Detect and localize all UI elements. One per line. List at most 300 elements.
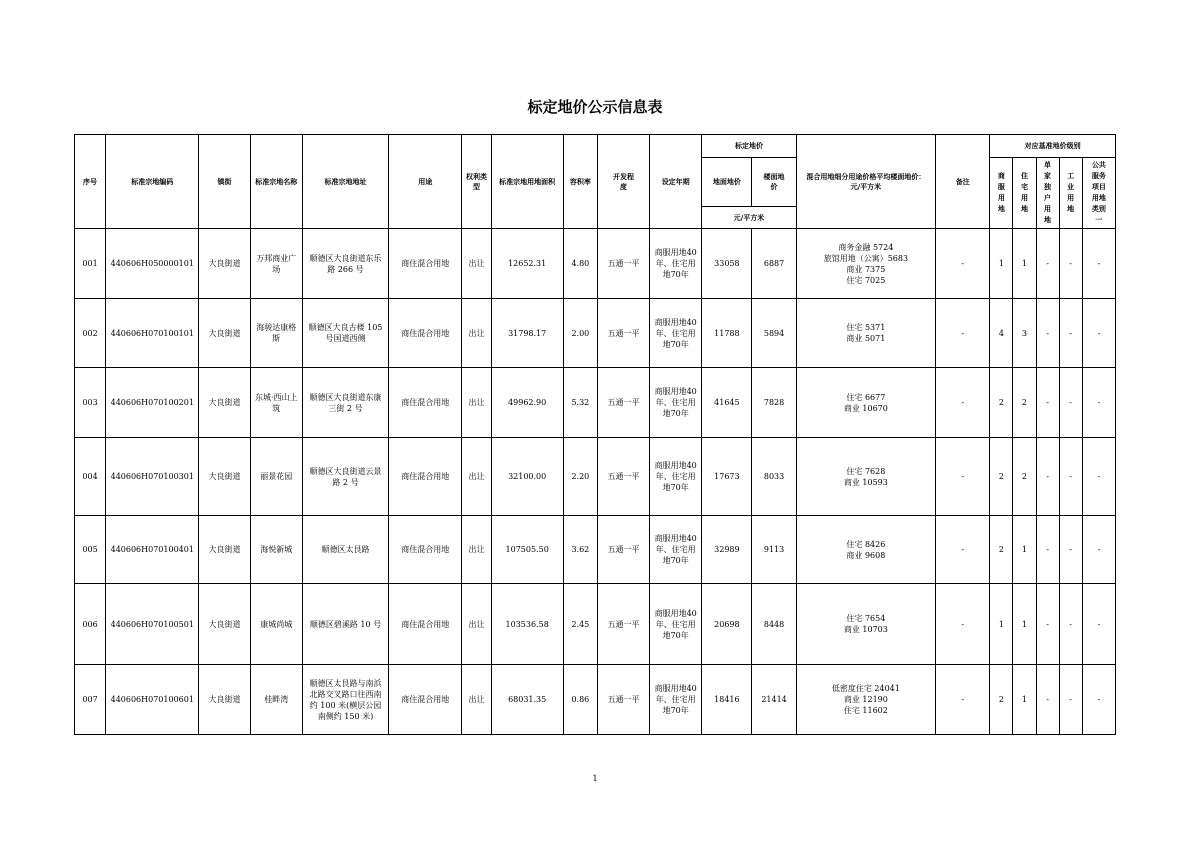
row-benchmark-commercial-text: 2 [998, 695, 1004, 704]
row-benchmark-public [1082, 229, 1115, 299]
header-street: 镇街 [199, 135, 250, 229]
row-street-text: 大良街道 [208, 259, 241, 268]
row-land-price [702, 584, 752, 665]
row-benchmark-house [1036, 368, 1059, 438]
row-benchmark-public-text: - [1097, 328, 1101, 338]
page-number: 1 [592, 774, 598, 783]
row-address-text: 顺德区大良街道云景路 2 号 [309, 466, 382, 487]
row-right-type-text: 出让 [468, 472, 485, 481]
row-benchmark-commercial-text: 4 [998, 328, 1004, 338]
table-row [75, 229, 1116, 299]
header-land-price-text: 地面地价 [712, 178, 741, 186]
row-right-type-text: 出让 [468, 619, 485, 629]
row-benchmark-house [1036, 516, 1059, 584]
mixed-price-line: 商业 10670 [843, 403, 888, 413]
row-benchmark-residential [1013, 516, 1036, 584]
row-dev [597, 299, 649, 368]
row-area [491, 299, 563, 368]
row-name [250, 229, 302, 299]
row-far-text: 2.45 [571, 619, 590, 629]
row-floor-price [752, 665, 796, 735]
row-benchmark-public-text: - [1097, 545, 1101, 554]
row-mixed [796, 665, 936, 735]
row-dev-text: 五通一平 [607, 545, 640, 554]
row-seq-text: 001 [82, 259, 98, 268]
row-benchmark-residential-text: 1 [1021, 619, 1027, 629]
row-name-text: 桂畔湾 [264, 695, 289, 704]
row-dev-text: 五通一平 [607, 398, 640, 407]
header-right-type [462, 135, 491, 229]
mixed-price-line: 商业 7375 [846, 264, 886, 274]
row-address [302, 368, 388, 438]
row-far [563, 438, 597, 516]
row-benchmark-industrial-text: - [1069, 259, 1072, 268]
row-years-text: 商服用地40年、住宅用地70年 [654, 684, 697, 715]
row-benchmark-residential-text: 1 [1021, 695, 1027, 704]
row-remark [936, 229, 990, 299]
row-name-text: 康城尚城 [260, 619, 293, 629]
row-name [250, 665, 302, 735]
row-years [650, 299, 702, 368]
row-address [302, 584, 388, 665]
header-land-price [702, 158, 752, 207]
header-mixed [796, 135, 936, 229]
header-benchmark-residential [1013, 158, 1036, 229]
row-seq-text: 007 [82, 695, 98, 704]
row-street-text: 大良街道 [208, 695, 241, 704]
row-far [563, 584, 597, 665]
row-remark [936, 665, 990, 735]
mixed-price-line: 住宅 11602 [843, 706, 888, 715]
row-code [106, 516, 199, 584]
row-floor-price [752, 229, 796, 299]
row-floor-price-text: 21414 [761, 695, 787, 704]
row-benchmark-commercial-text: 1 [998, 619, 1004, 629]
row-land-price [702, 368, 752, 438]
mixed-price-line: 商业 9608 [846, 550, 886, 560]
row-benchmark-commercial-text: 2 [998, 545, 1004, 554]
row-remark-text: - [961, 328, 965, 338]
row-land-price [702, 516, 752, 584]
row-benchmark-industrial [1059, 438, 1082, 516]
row-right-type [462, 584, 491, 665]
row-land-price-text: 41645 [714, 398, 740, 407]
row-floor-price [752, 438, 796, 516]
row-area-text: 32100.00 [508, 472, 547, 481]
header-benchmark-commercial-text: 商服用地 [997, 172, 1005, 213]
row-mixed [796, 229, 936, 299]
row-benchmark-residential-text: 2 [1021, 472, 1027, 481]
row-far-text: 5.32 [571, 398, 590, 407]
row-benchmark-residential [1013, 438, 1036, 516]
row-far [563, 368, 597, 438]
row-address [302, 438, 388, 516]
header-far [563, 135, 597, 229]
row-far-text: 4.80 [571, 259, 590, 268]
header-floor-price [752, 158, 796, 207]
row-floor-price-text: 7828 [763, 398, 785, 407]
row-area [491, 438, 563, 516]
row-benchmark-public [1082, 299, 1115, 368]
row-benchmark-commercial-text: 1 [998, 259, 1004, 268]
mixed-price-line: 住宅 7654 [846, 614, 886, 623]
row-area-text: 103536.58 [505, 619, 549, 629]
header-benchmark: 对应基准地价级别 [990, 135, 1116, 158]
header-unit: 元/平方米 [702, 207, 796, 229]
row-right-type-text: 出让 [468, 259, 485, 268]
row-remark-text: - [961, 695, 965, 704]
row-far-text: 0.86 [571, 695, 590, 704]
table-row [75, 438, 1116, 516]
row-benchmark-public-text: - [1097, 472, 1101, 481]
row-benchmark-commercial [990, 584, 1013, 665]
mixed-price-line: 商业 10593 [843, 477, 888, 487]
row-code-text: 440606H070100601 [110, 695, 194, 704]
row-seq [75, 438, 106, 516]
row-far [563, 665, 597, 735]
row-street [199, 368, 250, 438]
table-row [75, 665, 1116, 735]
row-benchmark-industrial [1059, 516, 1082, 584]
row-benchmark-commercial [990, 516, 1013, 584]
mixed-price-line: 住宅 8426 [846, 539, 886, 549]
row-remark [936, 299, 990, 368]
row-right-type-text: 出让 [468, 328, 485, 338]
row-benchmark-commercial [990, 299, 1013, 368]
row-name [250, 299, 302, 368]
row-street-text: 大良街道 [208, 619, 241, 629]
row-benchmark-public [1082, 584, 1115, 665]
header-far-text: 容积率 [569, 177, 591, 186]
header-area-text: 标准宗地用地面积 [499, 177, 556, 186]
row-street [199, 516, 250, 584]
row-remark [936, 584, 990, 665]
row-code-text: 440606H070100201 [110, 398, 194, 407]
row-right-type-text: 出让 [468, 695, 485, 704]
row-remark-text: - [961, 259, 965, 268]
header-benchmark-industrial [1059, 158, 1082, 229]
row-dev-text: 五通一平 [607, 619, 640, 629]
row-use-text: 商住混合用地 [401, 259, 450, 268]
row-benchmark-residential [1013, 299, 1036, 368]
table-body [75, 229, 1116, 735]
row-years-text: 商服用地40年、住宅用地70年 [654, 317, 697, 349]
header-seq: 序号 [75, 135, 106, 229]
row-benchmark-public [1082, 368, 1115, 438]
row-benchmark-industrial [1059, 665, 1082, 735]
row-seq [75, 665, 106, 735]
header-benchmark-house [1036, 158, 1059, 229]
row-land-price-text: 17673 [714, 472, 740, 481]
row-mixed [796, 438, 936, 516]
row-benchmark-residential [1013, 368, 1036, 438]
mixed-price-line: 商务金融 5724 [838, 242, 894, 252]
row-far [563, 299, 597, 368]
mixed-price-line: 住宅 7628 [846, 466, 886, 476]
row-street [199, 584, 250, 665]
mixed-price-line: 商业 5071 [846, 334, 886, 343]
row-floor-price [752, 368, 796, 438]
row-floor-price-text: 6887 [763, 259, 785, 268]
row-code [106, 299, 199, 368]
header-years: 设定年期 [650, 135, 702, 229]
header-benchmark-public [1082, 158, 1115, 229]
row-benchmark-industrial-text: - [1069, 398, 1072, 407]
row-use-text: 商住混合用地 [401, 545, 450, 554]
row-area [491, 665, 563, 735]
row-benchmark-house-text: - [1046, 259, 1049, 268]
header-code: 标准宗地编码 [106, 135, 199, 229]
row-years-text: 商服用地40年、住宅用地70年 [654, 534, 697, 565]
row-land-price [702, 665, 752, 735]
row-street [199, 438, 250, 516]
row-years [650, 368, 702, 438]
row-benchmark-house-text: - [1046, 398, 1049, 407]
row-benchmark-industrial-text: - [1069, 472, 1072, 481]
header-benchmark-public-text: 公共服务项目用地类别一 [1091, 161, 1106, 224]
row-benchmark-industrial [1059, 368, 1082, 438]
row-address-text: 顺德区大良街道东康三街 2 号 [309, 392, 382, 413]
header-name [250, 135, 302, 229]
row-years-text: 商服用地40年、住宅用地70年 [654, 608, 697, 640]
row-area-text: 107505.50 [505, 545, 549, 554]
row-land-price-text: 32989 [714, 545, 740, 554]
row-name [250, 584, 302, 665]
row-benchmark-house-text: - [1046, 619, 1049, 629]
row-name [250, 516, 302, 584]
row-area-text: 12652.31 [508, 259, 547, 268]
row-right-type [462, 299, 491, 368]
row-address [302, 516, 388, 584]
row-address-text: 顺德区大良街道东乐路 266 号 [309, 253, 382, 274]
row-remark-text: - [961, 619, 965, 629]
row-years-text: 商服用地40年、住宅用地70年 [654, 461, 697, 492]
row-benchmark-industrial-text: - [1069, 545, 1072, 554]
row-years [650, 516, 702, 584]
row-name-text: 海悦新城 [260, 545, 293, 554]
row-area [491, 516, 563, 584]
row-benchmark-industrial-text: - [1069, 619, 1072, 629]
row-code [106, 229, 199, 299]
row-floor-price-text: 8033 [763, 472, 785, 481]
row-code [106, 665, 199, 735]
mixed-price-line: 旅馆用地（公寓）5683 [823, 253, 909, 263]
row-use-text: 商住混合用地 [401, 695, 450, 704]
row-seq-text: 004 [82, 472, 98, 481]
row-dev-text: 五通一平 [607, 472, 640, 481]
row-name [250, 438, 302, 516]
row-street-text: 大良街道 [208, 398, 241, 407]
mixed-price-line: 低密度住宅 24041 [831, 684, 900, 693]
row-address-text: 顺德区碧溪路 10 号 [309, 619, 382, 629]
row-address-text: 顺德区太艮路 [321, 545, 370, 554]
row-name-text: 万邦商业广场 [256, 253, 297, 274]
row-benchmark-industrial [1059, 229, 1082, 299]
row-use [389, 516, 462, 584]
row-far-text: 3.62 [571, 545, 590, 554]
page-title: 标定地价公示信息表 [527, 98, 663, 116]
row-seq [75, 516, 106, 584]
row-dev-text: 五通一平 [607, 695, 640, 704]
header-dev [597, 135, 649, 229]
header-floor-price-text: 楼面地价 [763, 173, 785, 191]
row-benchmark-industrial-text: - [1069, 328, 1072, 338]
row-land-price [702, 299, 752, 368]
row-seq-text: 005 [82, 545, 98, 554]
row-use [389, 229, 462, 299]
row-seq [75, 584, 106, 665]
table-row [75, 584, 1116, 665]
row-name-text: 丽景花园 [260, 472, 293, 481]
row-right-type-text: 出让 [468, 545, 485, 554]
row-benchmark-public-text: - [1097, 619, 1101, 629]
row-years-text: 商服用地40年、住宅用地70年 [654, 248, 697, 279]
row-benchmark-industrial-text: - [1069, 695, 1072, 704]
row-years [650, 584, 702, 665]
row-use-text: 商住混合用地 [401, 472, 450, 481]
row-benchmark-residential [1013, 665, 1036, 735]
row-code [106, 584, 199, 665]
row-use-text: 商住混合用地 [401, 619, 450, 629]
row-code-text: 440606H070100501 [110, 619, 194, 629]
row-benchmark-industrial [1059, 584, 1082, 665]
row-address [302, 229, 388, 299]
row-far-text: 2.20 [571, 472, 590, 481]
row-dev-text: 五通一平 [607, 328, 640, 338]
row-benchmark-commercial [990, 229, 1013, 299]
row-benchmark-public [1082, 665, 1115, 735]
header-benchmark-house-text: 单家独户用地 [1044, 161, 1052, 224]
row-benchmark-commercial-text: 2 [998, 472, 1004, 481]
mixed-price-line: 住宅 7025 [846, 275, 886, 285]
row-benchmark-commercial [990, 665, 1013, 735]
row-land-price-text: 11788 [714, 328, 740, 338]
row-street [199, 229, 250, 299]
row-mixed [796, 516, 936, 584]
row-right-type [462, 438, 491, 516]
row-seq-text: 006 [82, 619, 98, 629]
row-seq-text: 003 [82, 398, 98, 407]
row-street-text: 大良街道 [208, 328, 241, 338]
row-dev [597, 584, 649, 665]
mixed-price-line: 商业 10703 [843, 625, 888, 634]
row-seq [75, 299, 106, 368]
row-dev [597, 368, 649, 438]
row-remark [936, 516, 990, 584]
row-use [389, 665, 462, 735]
row-floor-price [752, 516, 796, 584]
row-benchmark-house-text: - [1046, 695, 1049, 704]
row-address-text: 顺德区大良古楼 105 号国道西侧 [308, 323, 383, 343]
row-land-price-text: 33058 [714, 259, 740, 268]
row-benchmark-public-text: - [1097, 259, 1101, 268]
row-floor-price-text: 9113 [763, 545, 785, 554]
row-floor-price [752, 584, 796, 665]
row-use [389, 299, 462, 368]
row-street-text: 大良街道 [208, 472, 241, 481]
row-address [302, 299, 388, 368]
row-benchmark-commercial-text: 2 [998, 398, 1004, 407]
row-benchmark-residential [1013, 584, 1036, 665]
row-code [106, 368, 199, 438]
row-mixed [796, 584, 936, 665]
row-name-text: 海骏达康格斯 [256, 323, 297, 343]
row-far [563, 229, 597, 299]
row-area [491, 229, 563, 299]
row-benchmark-house [1036, 229, 1059, 299]
row-benchmark-public-text: - [1097, 398, 1101, 407]
mixed-price-line: 商业 12190 [843, 695, 888, 704]
row-right-type [462, 229, 491, 299]
header-name-text: 标准宗地名称 [255, 177, 298, 186]
row-area-text: 49962.90 [508, 398, 547, 407]
table-row [75, 368, 1116, 438]
header-dev-text: 开发程度 [613, 172, 634, 191]
row-benchmark-residential-text: 1 [1021, 545, 1027, 554]
row-dev [597, 438, 649, 516]
header-mixed-text: 混合用地细分用途价格平均楼面地价：元/平方米 [806, 172, 926, 191]
row-mixed [796, 368, 936, 438]
land-price-table [74, 134, 1116, 735]
row-code-text: 440606H070100101 [110, 328, 194, 338]
row-name [250, 368, 302, 438]
row-street-text: 大良街道 [208, 545, 241, 554]
row-remark [936, 368, 990, 438]
row-land-price-text: 18416 [714, 695, 740, 704]
row-land-price [702, 438, 752, 516]
row-remark-text: - [961, 545, 965, 554]
row-floor-price-text: 5894 [763, 328, 785, 338]
row-floor-price [752, 299, 796, 368]
header-address [302, 135, 388, 229]
row-mixed [796, 299, 936, 368]
header-std-price: 标定地价 [702, 135, 796, 158]
mixed-price-line: 住宅 5371 [846, 323, 886, 332]
row-dev [597, 229, 649, 299]
table-row [75, 516, 1116, 584]
header-use: 用途 [389, 135, 462, 229]
row-code-text: 440606H070100301 [110, 472, 194, 481]
row-benchmark-commercial [990, 438, 1013, 516]
row-benchmark-house-text: - [1046, 472, 1049, 481]
row-land-price [702, 229, 752, 299]
header-address-text: 标准宗地地址 [324, 177, 367, 186]
row-address-text: 顺德区太艮路与南浜北路交叉路口往西南约 100 米(横层公园南侧约 150 米) [309, 678, 382, 721]
row-seq [75, 229, 106, 299]
header-benchmark-industrial-text: 工业用地 [1067, 172, 1075, 213]
header-benchmark-commercial [990, 158, 1013, 229]
row-use [389, 438, 462, 516]
table-row [75, 299, 1116, 368]
row-benchmark-commercial [990, 368, 1013, 438]
row-benchmark-house [1036, 299, 1059, 368]
row-right-type-text: 出让 [468, 398, 485, 407]
row-code-text: 440606H070100401 [110, 545, 194, 554]
row-dev [597, 665, 649, 735]
row-benchmark-residential-text: 2 [1021, 398, 1027, 407]
row-code-text: 440606H050000101 [110, 259, 194, 268]
header-benchmark-residential-text: 住宅用地 [1020, 172, 1028, 213]
row-area-text: 31798.17 [508, 328, 547, 338]
row-use [389, 584, 462, 665]
row-benchmark-public-text: - [1097, 695, 1101, 704]
row-address [302, 665, 388, 735]
row-benchmark-industrial [1059, 299, 1082, 368]
row-right-type [462, 516, 491, 584]
row-area-text: 68031.35 [508, 695, 547, 704]
row-benchmark-residential-text: 1 [1021, 259, 1027, 268]
row-remark [936, 438, 990, 516]
